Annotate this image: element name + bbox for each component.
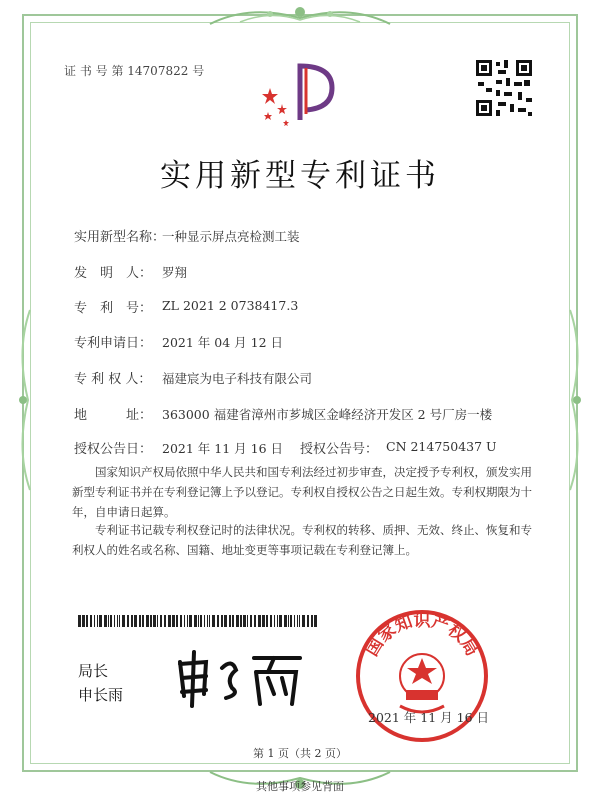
legal-status-paragraph: 专利证书记载专利权登记时的法律状况。专利权的转移、质押、无效、终止、恢复和专利权人的姓名或名称、国籍、地址变更等事项记载在专利登记簿上。: [72, 523, 532, 557]
handwritten-signature-icon: [170, 648, 310, 708]
right-ornament-icon: [566, 300, 586, 500]
svg-text:国家知识产权局: [362, 611, 482, 660]
certificate-title: 实用新型专利证书: [160, 158, 440, 194]
page-indicator: 第 1 页（共 2 页）: [253, 747, 347, 760]
field-label-patentee: 专 利 权 人：: [74, 372, 152, 387]
seal-text: 国家知识产权局: [362, 611, 482, 660]
certificate-number-label: 证 书 号 第: [64, 64, 124, 78]
field-value-application-date: 2021 年 04 月 12 日: [162, 335, 283, 350]
field-label-patent-number: 专 利 号：: [74, 301, 153, 316]
top-ornament-icon: [200, 2, 400, 28]
grant-number-value: CN 214750437 U: [386, 439, 497, 454]
certificate-number-value: 14707822: [127, 64, 189, 78]
certificate-number-suffix: 号: [192, 64, 205, 78]
field-value-patentee: 福建宸为电子科技有限公司: [162, 371, 313, 386]
left-ornament-icon: [14, 300, 34, 500]
field-value-name: 一种显示屏点亮检测工装: [162, 229, 300, 244]
field-label-name: 实用新型名称：: [74, 230, 166, 245]
signature-role: 局长: [78, 662, 109, 680]
seal-date: 2021 年 11 月 16 日: [368, 710, 489, 725]
field-value-patent-number: ZL 2021 2 0738417.3: [162, 298, 299, 313]
qr-code-icon: [474, 58, 534, 118]
certificate-number: [64, 62, 204, 79]
barcode-icon: [78, 615, 318, 627]
field-value-address: 363000 福建省漳州市芗城区金峰经济开发区 2 号厂房一楼: [162, 407, 493, 422]
cnipa-logo-icon: [256, 58, 346, 128]
grant-date-value: 2021 年 11 月 16 日: [162, 441, 283, 456]
signature-name: 申长雨: [78, 686, 124, 704]
footer-note: 其他事项参见背面: [256, 780, 344, 793]
field-label-inventor: 发 明 人：: [74, 266, 153, 281]
field-label-address: 地 址：: [74, 408, 153, 423]
field-label-application-date: 专利申请日：: [74, 336, 153, 351]
field-value-inventor: 罗翔: [162, 265, 188, 280]
grant-number-label: 授权公告号：: [300, 442, 379, 457]
grant-statement-paragraph: 国家知识产权局依照中华人民共和国专利法经过初步审查，决定授予专利权，颁发实用新型专利证书并在专利登记簿上予以登记。专利权自授权公告之日起生效。专利权期限为十年，自申请日起算。: [72, 465, 532, 519]
grant-date-label: 授权公告日：: [74, 442, 153, 457]
